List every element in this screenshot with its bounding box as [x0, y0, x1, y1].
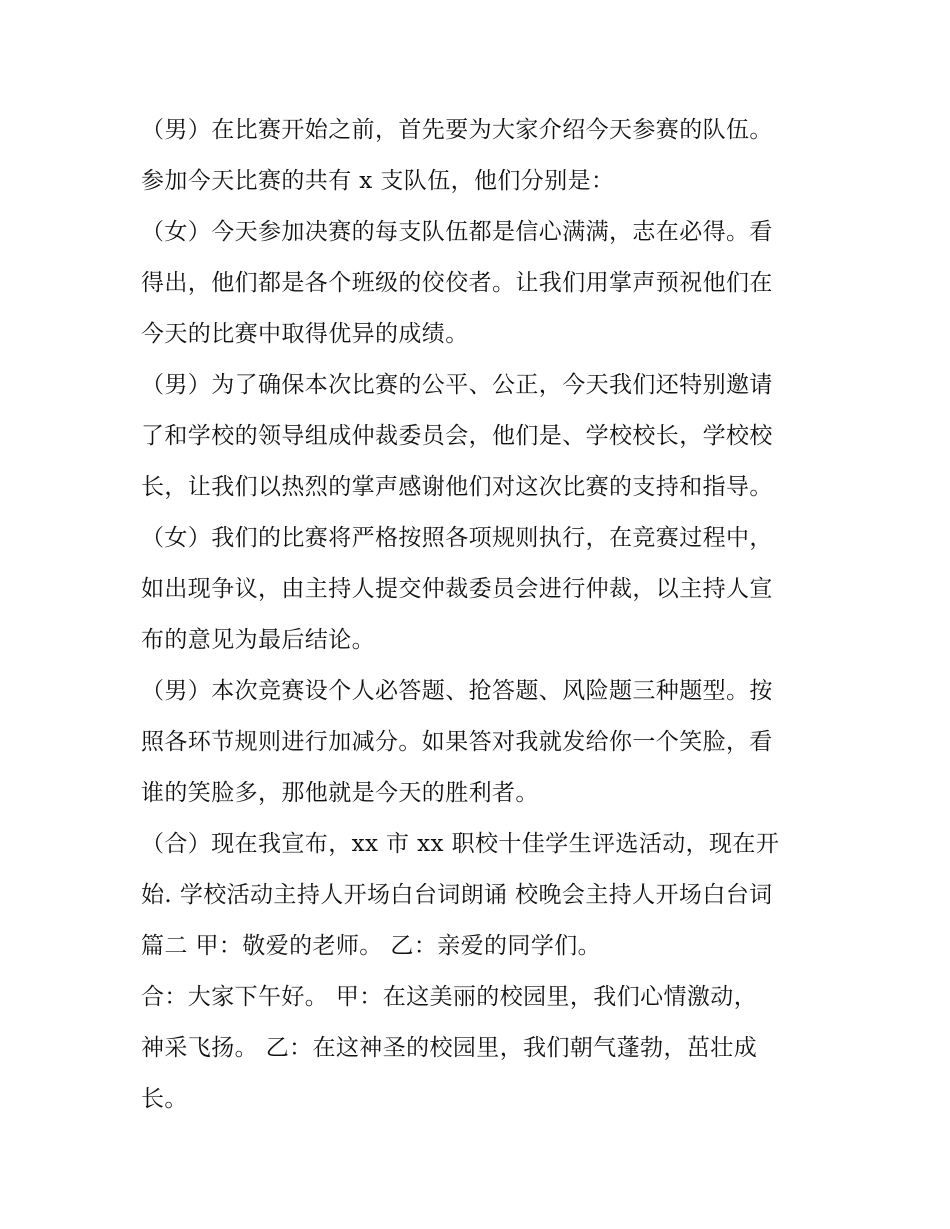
text-line: 得出，他们都是各个班级的佼佼者。让我们用掌声预祝他们在: [141, 270, 773, 296]
text-line: 长。: [141, 1086, 188, 1112]
text-line: 如出现争议，由主持人提交仲裁委员会进行仲裁，以主持人宣: [141, 576, 773, 602]
text-line: 篇二 甲：敬爱的老师。 乙：亲爱的同学们。: [141, 933, 602, 959]
text-line: 合：大家下午好。 甲：在这美丽的校园里，我们心情激动，: [141, 984, 758, 1010]
text-line: 长，让我们以热烈的掌声感谢他们对这次比赛的支持和指导。: [141, 474, 773, 500]
text-line: 神采飞扬。 乙：在这神圣的校园里，我们朝气蓬勃，茁壮成: [141, 1035, 758, 1061]
text-line: 了和学校的领导组成仲裁委员会，他们是、学校校长，学校校: [141, 423, 773, 449]
text-line: （女）我们的比赛将严格按照各项规则执行，在竞赛过程中，: [141, 525, 773, 551]
text-line: （女）今天参加决赛的每支队伍都是信心满满，志在必得。看: [141, 219, 773, 245]
text-line: （男）本次竞赛设个人必答题、抢答题、风险题三种题型。按: [141, 678, 773, 704]
text-line: 布的意见为最后结论。: [141, 627, 375, 653]
text-line: （男）在比赛开始之前，首先要为大家介绍今天参赛的队伍。: [141, 117, 773, 143]
text-line: （男）为了确保本次比赛的公平、公正，今天我们还特别邀请: [141, 372, 773, 398]
text-line: 照各环节规则进行加减分。如果答对我就发给你一个笑脸，看: [141, 729, 773, 755]
text-line: （合）现在我宣布，xx 市 xx 职校十佳学生评选活动，现在开: [141, 831, 780, 857]
text-line: 谁的笑脸多，那他就是今天的胜利者。: [141, 780, 539, 806]
text-line: 参加今天比赛的共有 x 支队伍，他们分别是：: [141, 168, 615, 194]
text-line: 今天的比赛中取得优异的成绩。: [141, 321, 469, 347]
text-line: 始. 学校活动主持人开场白台词朗诵 校晚会主持人开场白台词: [141, 882, 773, 908]
